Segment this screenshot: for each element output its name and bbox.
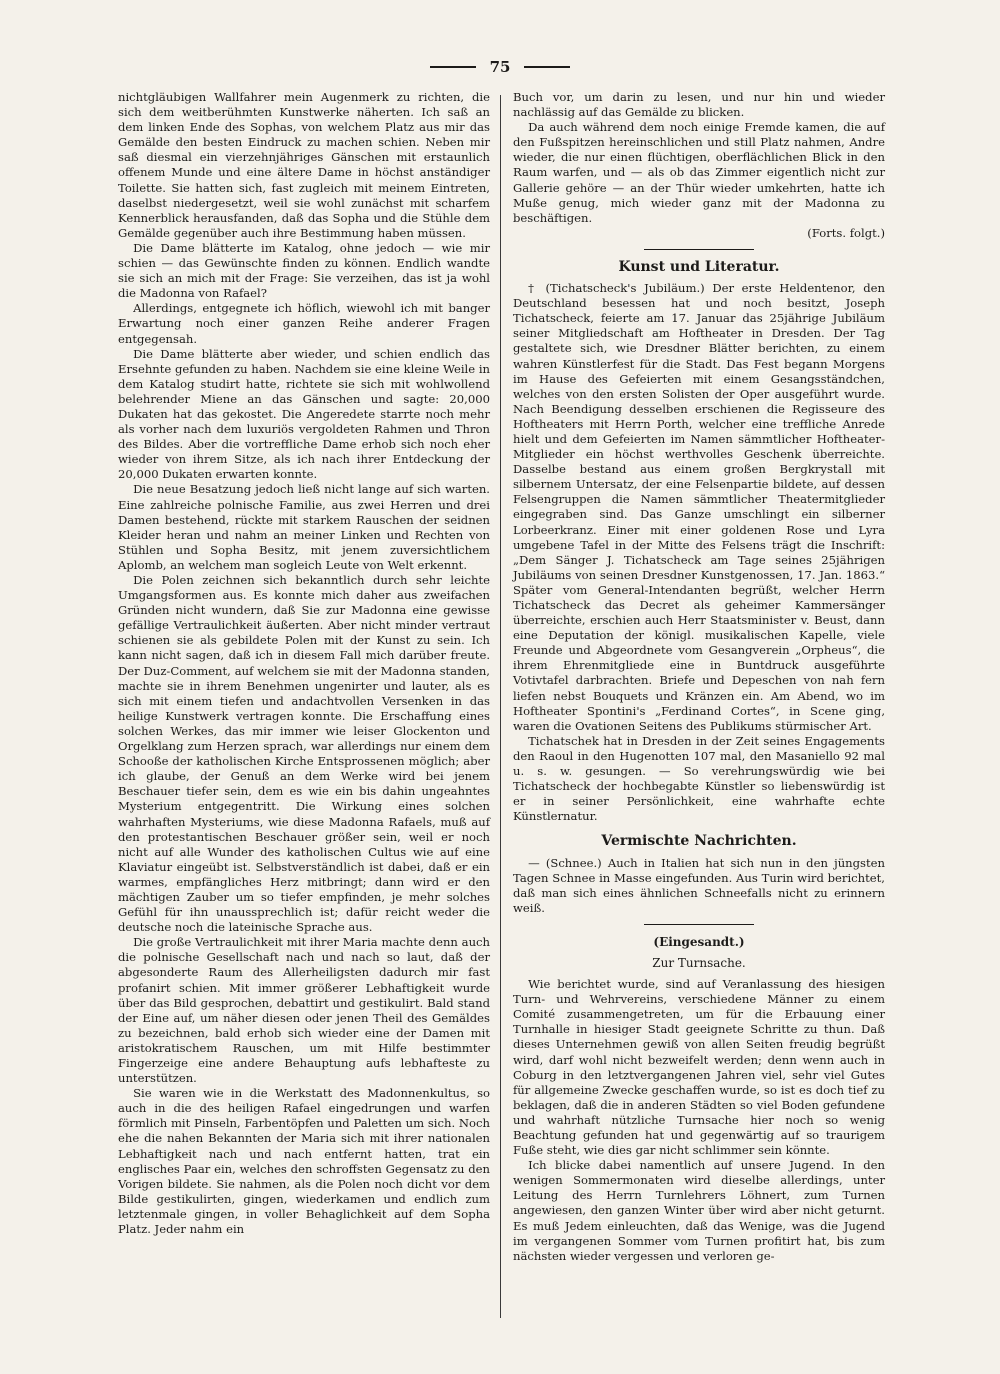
paragraph: Die große Vertraulichkeit mit ihrer Maria machte denn auch die polnische Gesellschaft nach und nach so laut, daß der abgesonderte Raum des Allerheiligsten dadurch mir fast profanirt schien. Mit immer größerer Lebhaftigkeit wurde über das Bild gesprochen, debattirt und gestikulirt. Bald stand der Eine auf, um näher diesen oder jenen Theil des Gemäldes zu bezeichnen, bald erhob sich wieder eine der Damen mit aristokratischem Rauschen, um mit Hilfe bestimmter Fingerzeige eine andere Behauptung aufs lebhafteste zu unterstützen. xyxy=(118,935,490,1086)
section-heading-eingesandt: (Eingesandt.) xyxy=(653,934,745,949)
paragraph: Ich blicke dabei namentlich auf unsere Jugend. In den wenigen Sommermonaten wird dieselbe allerdings, unter Leitung des Herrn Turnlehrers Löhnert, zum Turnen angewiesen, den ganzen Winter über wird aber nicht geturnt. Es muß Jedem einleuchten, daß das Wenige, was die Jugend im vergangenen Sommer vom Turnen profitirt hat, bis zum nächsten wieder vergessen und verloren ge- xyxy=(513,1158,885,1263)
section-rule xyxy=(644,249,754,250)
page-number: 75 xyxy=(489,58,511,76)
paragraph: † (Tichatscheck's Jubiläum.) Der erste Heldentenor, den Deutschland besessen hat und noch besitzt, Joseph Tichatscheck, feierte am 17. Januar das 25jährige Jubiläum seiner Mitgliedschaft am Hoftheater in Dresden. Der Tag gestaltete sich, wie Dresdner Blätter berichten, zu einem wahren Künstlerfest für die Stadt. Das Fest begann Morgens im Hause des Gefeierten mit einem Gesangsständchen, welches von den ersten Solisten der Oper ausgeführt wurde. Nach Beendigung desselben erschienen die Regisseure des Hoftheaters mit Herrn Porth, welcher eine treffliche Anrede hielt und dem Gefeierten im Namen sämmtlicher Hoftheater-Mitglieder ein höchst werthvolles Geschenk überreichte. Dasselbe bestand aus einem großen Bergkrystall mit silbernem Untersatz, der eine Felsenpartie bildete, auf dessen Felsengruppen die Namen sämmtlicher Theatermitglieder eingegraben sind. Das Ganze umschlingt ein silberner Lorbeerkranz. Einer mit einer goldenen Rose und Lyra umgebene Tafel in der Mitte des Felsens trägt die Inschrift: „Dem Sänger J. Tichatscheck am Tage seines 25jährigen Jubiläums von seinen Dresdner Kunstgenossen, 17. Jan. 1863.“ Später vom General-Intendanten begrüßt, welcher Herrn Tichatscheck das Decret als geheimer Kammersänger überreichte, erschien auch Herr Staatsminister v. Beust, dann eine Deputation der königl. musikalischen Kapelle, viele Freunde und Abgeordnete vom Gesangverein „Orpheus“, die ihrem Ehrenmitgliede eine in Buntdruck ausgeführte Votivtafel darbrachten. Briefe und Depeschen von nah fern liefen nebst Bouquets und Kränzen ein. Am Abend, wo im Hoftheater Spontini's „Ferdinand Cortes“, in Scene ging, waren die Ovationen Seitens des Publikums stürmischer Art. xyxy=(513,281,885,733)
section-rule xyxy=(644,924,754,925)
section-heading-vermischte: Vermischte Nachrichten. xyxy=(601,833,797,850)
paragraph: Da auch während dem noch einige Fremde kamen, die auf den Fußspitzen hereinschlichen und still Platz nahmen, Andre wieder, die nur einen flüchtigen, oberflächlichen Blick in den Raum warfen, und — als ob das Zimmer eigentlich nicht zur Gallerie gehöre — an der Thür wieder umkehrten, hatte ich Muße genug, mich wieder ganz mit der Madonna zu beschäftigen. xyxy=(513,120,885,225)
paragraph: Die Dame blätterte im Katalog, ohne jedoch — wie mir schien — das Gewünschte finden zu können. Endlich wandte sie sich an mich mit der Frage: Sie verzeihen, das ist ja wohl die Madonna von Rafael? xyxy=(118,240,490,301)
paragraph: Sie waren wie in die Werkstatt des Madonnenkultus, so auch in die des heiligen Rafael eingedrungen und warfen förmlich mit Pinseln, Farbentöpfen und Paletten um sich. Noch ehe die nahen Bekannten der Maria sich mit ihrer nationalen Lebhaftigkeit nach und nach entfernt hatten, trat ein englisches Paar ein, welches den schroffsten Gegensatz zu den Vorigen bildete. Sie nahmen, als die Polen noch dicht vor dem Bilde gestikulirten, gingen, wiederkamen und endlich zum letztenmale gingen, in voller Behaglichkeit auf dem Sopha Platz. Jeder nahm ein xyxy=(118,1086,490,1237)
paragraph: Die Dame blätterte aber wieder, und schien endlich das Ersehnte gefunden zu haben. Nachdem sie eine kleine Weile in dem Katalog studirt hatte, richtete sie sich mit wohlwollend belehrender Miene an das Gänschen und sagte: 20,000 Dukaten hat das gekostet. Die Angeredete starrte noch mehr als vorher nach dem luxuriös vergoldeten Rahmen und Thron des Bildes. Aber die vortreffliche Dame erhob sich noch eher wieder von ihrem Sitze, als ich nach ihrer Entdeckung der 20,000 Dukaten erwarten konnte. xyxy=(118,346,490,482)
paragraph: Allerdings, entgegnete ich höflich, wiewohl ich mit banger Erwartung noch einer ganzen Reihe anderer Fragen entgegensah. xyxy=(118,301,490,346)
header-rule-right xyxy=(524,66,570,68)
continuation-note: (Forts. folgt.) xyxy=(807,225,885,240)
article-subheading: Zur Turnsache. xyxy=(652,955,746,970)
paragraph: Die Polen zeichnen sich bekanntlich durch sehr leichte Umgangsformen aus. Es konnte mich daher aus zweifachen Gründen nicht wundern, daß Sie zur Madonna eine gewisse gefällige Vertraulichkeit äußerten. Aber nicht minder vertraut schienen sie als gebildete Polen mit der Kunst zu sein. Ich kann nicht sagen, daß ich in diesem Fall mich darüber freute. Der Duz-Comment, auf welchem sie mit der Madonna standen, machte sie in ihrem Benehmen ungenirter und lauter, als es sich mit einem tiefen und andachtvollen Versenken in das heilige Kunstwerk vertragen konnte. Die Erschaffung eines solchen Werkes, das mir immer wie leiser Glockenton und Orgelklang zum Herzen sprach, war allerdings nur einem dem Schooße der katholischen Kirche Entsprossenen möglich; aber ich glaube, der Genuß an dem Werke wird bei jenem Beschauer tiefer sein, dem es wie ein bis dahin ungeahntes Mysterium entgegentritt. Die Wirkung eines solchen wahrhaften Mysteriums, wie diese Madonna Rafaels, muß auf den protestantischen Beschauer größer sein, weil er noch nicht auf alle Wunder des katholischen Cultus wie auf eine Klaviatur eingeübt ist. Selbstverständlich ist dabei, daß er ein warmes, empfängliches Herz mitbringt; dann wird er den mächtigen Zauber um so tiefer empfinden, je mehr solches Gefühl für ihn unaussprechlich ist; dafür reicht weder die deutsche noch die lateinische Sprache aus. xyxy=(118,573,490,935)
paragraph: — (Schnee.) Auch in Italien hat sich nun in den jüngsten Tagen Schnee in Masse eingefunden. Aus Turin wird berichtet, daß man sich eines ähnlichen Schneefalls nicht zu erinnern weiß. xyxy=(513,855,885,915)
paragraph: nichtgläubigen Wallfahrer mein Augenmerk zu richten, die sich dem weitberühmten Kunstwerke näherten. Ich saß an dem linken Ende des Sophas, von welchem Platz aus mir das Gemälde den besten Eindruck zu machen schien. Neben mir saß diesmal ein vierzehnjähriges Gänschen mit erstaunlich offenem Munde und eine ältere Dame in höchst anständiger Toilette. Sie hatten sich, fast zugleich mit meinem Eintreten, daselbst niedergesetzt, weil sie wohl zunächst mit scharfem Kennerblick herausfanden, daß das Sopha und die Stühle dem Gemälde gegenüber auch ihre Bestimmung haben müssen. xyxy=(118,90,490,240)
right-column xyxy=(513,90,885,1264)
paragraph: Buch vor, um darin zu lesen, und nur hin und wieder nachlässig auf das Gemälde zu blicken. xyxy=(513,90,885,120)
header-rule-left xyxy=(430,66,476,68)
page-header xyxy=(0,56,1000,78)
paragraph: Tichatschek hat in Dresden in der Zeit seines Engagements den Raoul in den Hugenotten 107 mal, den Masaniello 92 mal u. s. w. gesungen. — So verehrungswürdig wie bei Tichatscheck der hochbegabte Künstler so liebenswürdig ist er in seiner Persönlichkeit, eine wahrhafte echte Künstlernatur. xyxy=(513,733,885,824)
left-column xyxy=(118,90,490,1237)
paragraph: Die neue Besatzung jedoch ließ nicht lange auf sich warten. Eine zahlreiche polnische Familie, aus zwei Herren und drei Damen bestehend, rückte mit starkem Rauschen der seidnen Kleider heran und nahm an meiner Linken und Rechten von Stühlen und Sopha Besitz, mit jenem zuversichtlichem Aplomb, an welchem man sogleich Leute von Welt erkennt. xyxy=(118,482,490,572)
section-heading-kunst: Kunst und Literatur. xyxy=(618,258,780,275)
paragraph: Wie berichtet wurde, sind auf Veranlassung des hiesigen Turn- und Wehrvereins, verschiedene Männer zu einem Comité zusammengetreten, um für die Erbauung einer Turnhalle in hiesiger Stadt geeignete Schritte zu thun. Daß dieses Unternehmen gewiß von allen Seiten freudig begrüßt wird, darf wohl nicht bezweifelt werden; denn wenn auch in Coburg in den letztvergangenen Jahren viel, sehr viel Gutes für allgemeine Zwecke geschaffen wurde, so ist es doch tief zu beklagen, daß die in anderen Städten so viel Boden gefundene und wahrhaft nützliche Turnsache hier noch so wenig Beachtung gefunden hat und gegenwärtig auf so traurigem Fuße steht, wie dies gar nicht schlimmer sein könnte. xyxy=(513,977,885,1158)
column-divider xyxy=(500,95,501,1318)
